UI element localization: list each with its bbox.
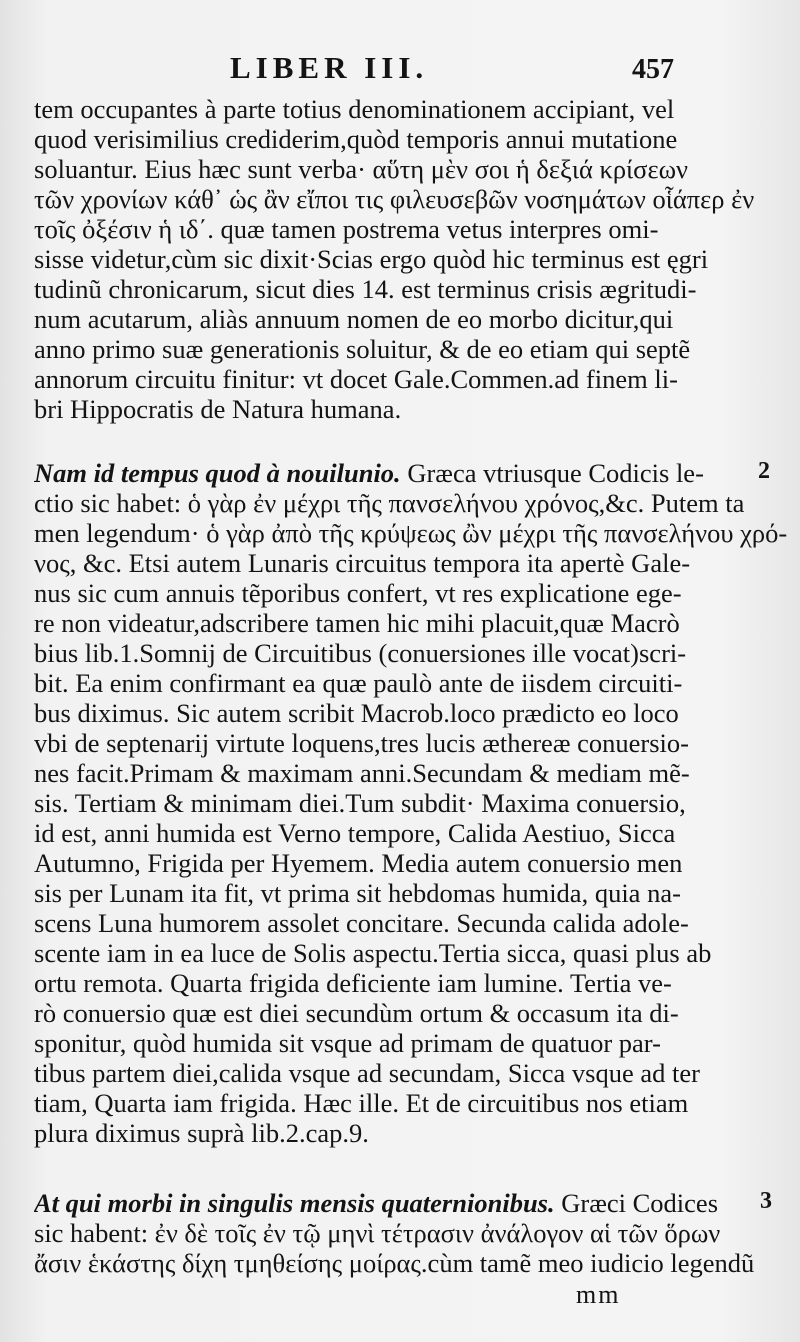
- text-line: id est, anni humida est Verno tempore, Calida Aestiuo, Sicca: [34, 818, 676, 848]
- text-line: re non videatur,adscribere tamen hic mihi placuit,quæ Macrò: [34, 608, 680, 638]
- signature-mark: mm: [576, 1280, 621, 1309]
- lemma-continuation: Græca vtriusque Codicis le-: [400, 458, 704, 488]
- text-line: quod verisimilius crediderim,quòd temporis annui mutatione: [34, 124, 678, 154]
- lemma: Nam id tempus quod à nouilunio.: [34, 458, 401, 488]
- page-header: [0, 50, 800, 94]
- text-line: tudinũ chronicarum, sicut dies 14. est terminus crisis ægritudi-: [34, 274, 697, 304]
- text-line: nes facit.Primam & maximam anni.Secundam & mediam mẽ-: [34, 758, 690, 788]
- paragraph-2: [34, 458, 788, 1148]
- text-line: Autumno, Frigida per Hyemem. Media autem conuersio men: [34, 848, 683, 878]
- text-line: νος, &c. Etsi autem Lunaris circuitus tempora ita apertè Gale-: [34, 548, 691, 578]
- text-line: num acutarum, aliàs annuum nomen de eo morbo dicitur,qui: [34, 304, 674, 334]
- text-line: men legendum· ὁ γὰρ ἀπὸ τῆς κρύψεως ὢν μέχρι τῆς πανσελήνου χρό-: [34, 518, 788, 548]
- text-line: bri Hippocratis de Natura humana.: [34, 394, 402, 424]
- text-line: scens Luna humorem assolet concitare. Secunda calida adole-: [34, 908, 689, 938]
- text-line: ortu remota. Quarta frigida deficiente iam lumine. Tertia ve-: [34, 968, 672, 998]
- text-line: tem occupantes à parte totius denominationem accipiant, vel: [34, 94, 675, 124]
- margin-note-marker: 3: [760, 1188, 772, 1214]
- text-line: nus sic cum annuis tẽporibus confert, vt res explicatione ege-: [34, 578, 682, 608]
- running-head: LIBER III.: [230, 50, 429, 85]
- text-line: sisse videtur,cùm sic dixit·Scias ergo quòd hic terminus est ęgri: [34, 244, 709, 274]
- text-line: [34, 1188, 788, 1218]
- text-line: ἄσιν ἑκάστης δίχη τμηθείσης μοίρας.cùm tamẽ meo iudicio legendũ: [34, 1248, 755, 1278]
- text-line: τοῖς ὀξέσιν ἡ ιδ΄. quæ tamen postrema vetus interpres omi-: [34, 214, 659, 244]
- text-line: bius lib.1.Somnij de Circuitibus (conuersiones ille vocat)scri-: [34, 638, 687, 668]
- text-line: bus diximus. Sic autem scribit Macrob.loco prædicto eo loco: [34, 698, 679, 728]
- text-line: sis. Tertiam & minimam diei.Tum subdit· Maxima conuersio,: [34, 788, 686, 818]
- text-line: bit. Ea enim confirmant ea quæ paulò ante de iisdem circuiti-: [34, 668, 683, 698]
- text-line: anno primo suæ generationis soluitur, & de eo etiam qui septẽ: [34, 334, 691, 364]
- lemma: At qui morbi in singulis mensis quaternionibus.: [34, 1188, 555, 1218]
- text-line: [34, 458, 788, 488]
- paragraph-3: [34, 1188, 788, 1278]
- text-line: sic habent: ἐν δὲ τοῖς ἐν τῷ μηνὶ τέτρασιν ἀνάλογον αἱ τῶν ὅρων: [34, 1218, 721, 1248]
- text-line: scente iam in ea luce de Solis aspectu.Tertia sicca, quasi plus ab: [34, 938, 712, 968]
- text-line: ctio sic habet: ὁ γὰρ ἐν μέχρι τῆς πανσελήνου χρόνος,&c. Putem ta: [34, 488, 745, 518]
- text-line: sis per Lunam ita fit, vt prima sit hebdomas humida, quia na-: [34, 878, 681, 908]
- text-line: tibus partem diei,calida vsque ad secundam, Sicca vsque ad ter: [34, 1058, 700, 1088]
- text-line: soluantur. Eius hæc sunt verba· αὕτη μὲν σοι ἡ δεξιά κρίσεων: [34, 154, 689, 184]
- text-line: τῶν χρονίων κάθ᾽ ὡς ἂν εἴποι τις φιλευσεβῶν νοσημάτων οἷάπερ ἐν: [34, 184, 755, 214]
- lemma-continuation: Græci Codices: [554, 1188, 719, 1218]
- text-line: sponitur, quòd humida sit vsque ad primam de quatuor par-: [34, 1028, 661, 1058]
- text-line: plura diximus suprà lib.2.cap.9.: [34, 1118, 369, 1148]
- margin-note-marker: 2: [758, 458, 770, 484]
- text-line: annorum circuitu finitur: vt docet Gale.Commen.ad finem li-: [34, 364, 678, 394]
- text-line: rò conuersio quæ est diei secundùm ortum & occasum ita di-: [34, 998, 679, 1028]
- paragraph-1: [34, 94, 788, 424]
- text-line: tiam, Quarta iam frigida. Hæc ille. Et de circuitibus nos etiam: [34, 1088, 689, 1118]
- page-number: 457: [632, 54, 674, 85]
- text-line: vbi de septenarij virtute loquens,tres lucis æthereæ conuersio-: [34, 728, 689, 758]
